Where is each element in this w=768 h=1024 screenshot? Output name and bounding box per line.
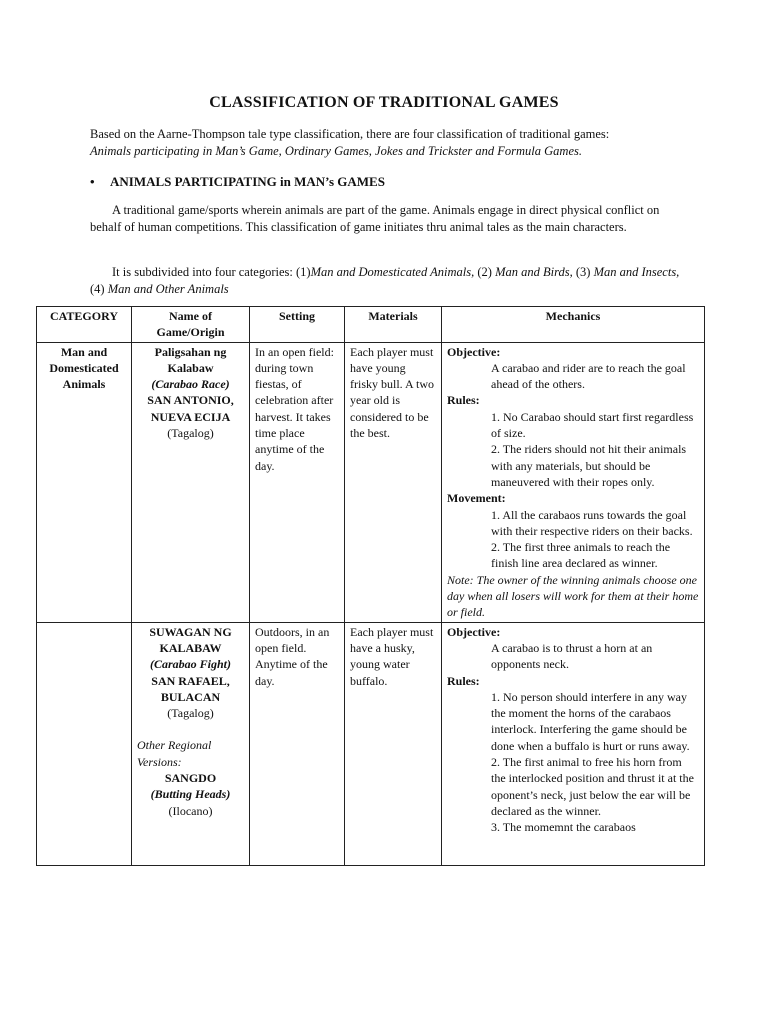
para2-text-g: (4) <box>90 281 108 296</box>
row2-objective-label: Objective: <box>447 624 501 639</box>
games-table <box>36 306 705 866</box>
para2-cat-2: Man and Birds, <box>495 265 573 279</box>
para1-text: A traditional game/sports wherein animals are part of the game. Animals engage in direct physical conflict on behalf of human competitions. This classification of game initiates thru animal tales as the main characters. <box>90 203 660 234</box>
row2-rules-label: Rules: <box>447 673 480 688</box>
row1-game-translation: (Carabao Race) <box>151 377 230 392</box>
bullet-icon: • <box>90 174 95 189</box>
row2-setting: Outdoors, in an open field. Anytime of the day. <box>250 622 345 865</box>
section-paragraph-2 <box>90 264 690 297</box>
header-mechanics: Mechanics <box>442 307 705 343</box>
intro-text: Based on the Aarne-Thompson tale type classification, there are four classification of traditional games: <box>90 127 610 141</box>
header-setting: Setting <box>250 307 345 343</box>
table-row <box>37 622 705 865</box>
row1-note: Note: The owner of the winning animals choose one day when all losers will work for them at their home or field. <box>447 572 699 620</box>
para2-text-e: (3) <box>572 265 594 279</box>
row1-game-name: Paligsahan ng Kalabaw <box>154 344 227 375</box>
header-materials: Materials <box>345 307 442 343</box>
row1-movement-label: Movement: <box>447 491 506 506</box>
row1-movement-1: 1. All the carabaos runs towards the goal with their respective riders on their backs. <box>491 507 693 538</box>
row1-materials: Each player must have young frisky bull. A two year old is considered to be the best. <box>345 342 442 622</box>
intro-paragraph <box>90 126 690 160</box>
row2-mechanics <box>442 622 705 865</box>
row2-rule-3: 3. The momemnt the carabaos <box>491 820 636 835</box>
row1-setting: In an open field: during town fiestas, of celebration after harvest. It takes time place anytime of the day. <box>250 342 345 622</box>
table-header-row <box>37 307 705 343</box>
row2-language: (Tagalog) <box>167 706 214 721</box>
row1-objective-label: Objective: <box>447 344 501 359</box>
row2-category <box>37 622 132 865</box>
section-heading <box>90 174 385 190</box>
row2-rule-2: 2. The first animal to free his horn from the interlocked position and thrust it at the oponent’s neck, just below the ear will be declared as the winner. <box>491 755 694 818</box>
row2-objective: A carabao is to thrust a horn at an opponents neck. <box>491 640 653 672</box>
para2-text-a: It is subdivided into four categories: (1) <box>112 265 311 279</box>
row1-objective: A carabao and rider are to reach the goal ahead of the others. <box>491 360 686 392</box>
row2-alt-language: (Ilocano) <box>168 803 213 818</box>
row1-rules-label: Rules: <box>447 393 480 408</box>
row1-category: Man and Domesticated Animals <box>37 342 132 622</box>
row1-name-origin <box>132 342 250 622</box>
section-heading-text: ANIMALS PARTICIPATING in MAN’s GAMES <box>110 174 385 189</box>
page-title: CLASSIFICATION OF TRADITIONAL GAMES <box>209 94 559 111</box>
header-name-origin: Name of Game/Origin <box>132 307 250 343</box>
para2-cat-3: Man and Insects, <box>593 265 680 279</box>
para2-cat-1: Man and Domesticated Animals, <box>310 265 475 279</box>
row2-game-name: SUWAGAN NG KALABAW <box>149 624 232 655</box>
row1-rule-2: 2. The riders should not hit their animals with any materials, but should be maneuvered with their ropes only. <box>491 442 687 489</box>
row1-mechanics <box>442 342 705 622</box>
row2-rule-1: 1. No person should interfere in any way the moment the horns of the carabaos interlock. Interfering the game should be done when a buffalo is hurt or runs away. <box>491 689 690 753</box>
row2-alt-translation: (Butting Heads) <box>150 787 231 802</box>
intro-categories: Animals participating in Man’s Game, Ordinary Games, Jokes and Trickster and Formula Games. <box>90 144 582 158</box>
table-row <box>37 342 705 622</box>
row2-place: SAN RAFAEL, BULACAN <box>151 673 230 704</box>
header-category: CATEGORY <box>37 307 132 343</box>
row2-materials: Each player must have a husky, young water buffalo. <box>345 622 442 865</box>
row1-movement-2: 2. The first three animals to reach the finish line area declared as winner. <box>491 540 671 571</box>
para2-text-c: (2) <box>474 265 496 279</box>
row2-other-versions-label: Other Regional Versions: <box>137 738 212 769</box>
row1-place: SAN ANTONIO, NUEVA ECIJA <box>147 393 234 424</box>
row2-name-origin <box>132 622 250 865</box>
row2-alt-game-name: SANGDO <box>164 771 217 786</box>
para2-cat-4: Man and Other Animals <box>107 281 229 296</box>
row1-rule-1: 1. No Carabao should start first regardless of size. <box>491 409 694 441</box>
section-paragraph-1 <box>90 202 690 235</box>
row1-language: (Tagalog) <box>167 426 214 441</box>
row2-game-translation: (Carabao Fight) <box>149 657 231 672</box>
